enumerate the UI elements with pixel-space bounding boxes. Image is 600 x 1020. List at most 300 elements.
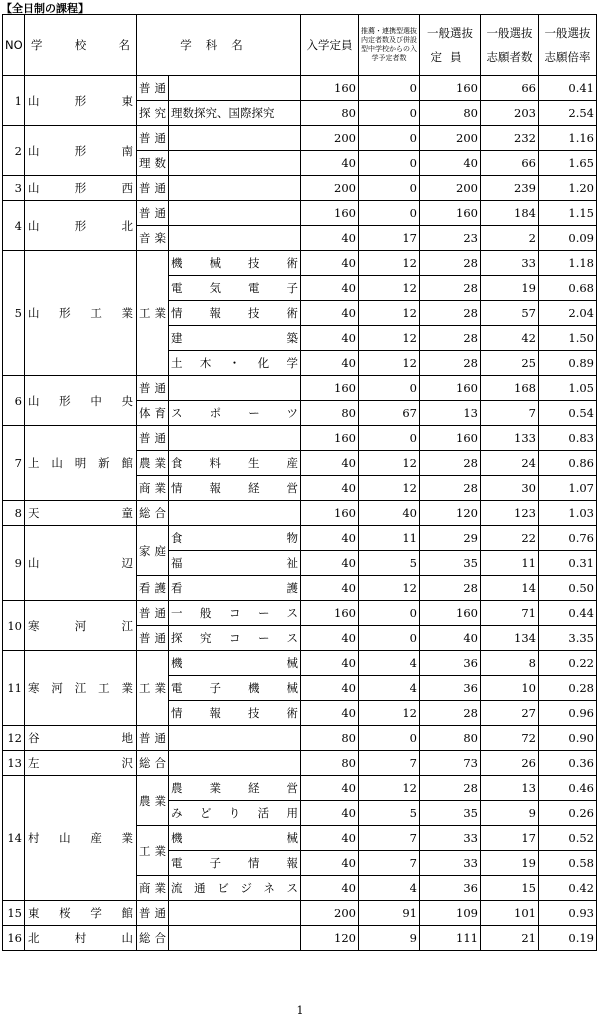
department: 商業 <box>137 476 169 501</box>
department: 家庭 <box>137 526 169 576</box>
applicants-value: 10 <box>481 676 539 701</box>
department: 普通 <box>137 626 169 651</box>
capacity-value: 40 <box>301 701 359 726</box>
recommendation-value: 0 <box>359 426 420 451</box>
course-name: 機械技術 <box>169 251 301 276</box>
school-number: 11 <box>3 651 25 726</box>
general-capacity-value: 28 <box>420 451 481 476</box>
capacity-value: 40 <box>301 301 359 326</box>
table-row <box>3 601 597 626</box>
school-name: 東桜学館 <box>25 901 137 926</box>
school-number: 8 <box>3 501 25 526</box>
ratio-value: 0.68 <box>539 276 597 301</box>
table-row <box>3 201 597 226</box>
recommendation-value: 0 <box>359 626 420 651</box>
school-name: 天童 <box>25 501 137 526</box>
course-name: 流通ビジネス <box>169 876 301 901</box>
applicants-value: 22 <box>481 526 539 551</box>
capacity-value: 160 <box>301 76 359 101</box>
ratio-value: 0.22 <box>539 651 597 676</box>
course-name <box>169 176 301 201</box>
recommendation-value: 4 <box>359 876 420 901</box>
course-name <box>169 426 301 451</box>
applicants-value: 19 <box>481 276 539 301</box>
capacity-value: 120 <box>301 926 359 951</box>
col-header-general-capacity-line2: 定員 <box>430 50 470 64</box>
school-number: 7 <box>3 426 25 501</box>
capacity-value: 80 <box>301 726 359 751</box>
general-capacity-value: 28 <box>420 351 481 376</box>
general-capacity-value: 28 <box>420 301 481 326</box>
department: 普通 <box>137 126 169 151</box>
ratio-value: 0.86 <box>539 451 597 476</box>
ratio-value: 1.07 <box>539 476 597 501</box>
col-header-recommendation: 推薦・連携型選抜内定者数及び併設型中学校からの入学予定者数 <box>359 15 420 76</box>
admissions-table <box>2 14 597 951</box>
ratio-value: 0.36 <box>539 751 597 776</box>
applicants-value: 57 <box>481 301 539 326</box>
general-capacity-value: 36 <box>420 676 481 701</box>
applicants-value: 7 <box>481 401 539 426</box>
recommendation-value: 0 <box>359 176 420 201</box>
school-number: 4 <box>3 201 25 251</box>
ratio-value: 0.19 <box>539 926 597 951</box>
general-capacity-value: 73 <box>420 751 481 776</box>
department: 音楽 <box>137 226 169 251</box>
course-name: 食料生産 <box>169 451 301 476</box>
department: 総合 <box>137 501 169 526</box>
course-name: 電子情報 <box>169 851 301 876</box>
recommendation-value: 40 <box>359 501 420 526</box>
department: 商業 <box>137 876 169 901</box>
capacity-value: 40 <box>301 576 359 601</box>
recommendation-value: 0 <box>359 201 420 226</box>
capacity-value: 40 <box>301 476 359 501</box>
ratio-value: 0.76 <box>539 526 597 551</box>
ratio-value: 1.20 <box>539 176 597 201</box>
department: 普通 <box>137 176 169 201</box>
school-number: 15 <box>3 901 25 926</box>
capacity-value: 200 <box>301 176 359 201</box>
table-row <box>3 726 597 751</box>
course-name: 看護 <box>169 576 301 601</box>
course-name: 情報技術 <box>169 301 301 326</box>
department: 普通 <box>137 376 169 401</box>
recommendation-value: 12 <box>359 351 420 376</box>
ratio-value: 0.93 <box>539 901 597 926</box>
school-number: 9 <box>3 526 25 601</box>
recommendation-value: 12 <box>359 576 420 601</box>
general-capacity-value: 80 <box>420 726 481 751</box>
school-number: 10 <box>3 601 25 651</box>
school-name: 左沢 <box>25 751 137 776</box>
col-header-school: 学 校 名 <box>25 15 137 76</box>
col-header-capacity: 入学定員 <box>301 15 359 76</box>
department: 体育 <box>137 401 169 426</box>
department: 工業 <box>137 651 169 726</box>
recommendation-value: 12 <box>359 476 420 501</box>
table-row <box>3 651 597 676</box>
general-capacity-value: 111 <box>420 926 481 951</box>
department: 工業 <box>137 251 169 376</box>
applicants-value: 26 <box>481 751 539 776</box>
course-name: 機械 <box>169 826 301 851</box>
recommendation-value: 9 <box>359 926 420 951</box>
course-name: 一般コース <box>169 601 301 626</box>
department: 看護 <box>137 576 169 601</box>
recommendation-value: 11 <box>359 526 420 551</box>
school-number: 3 <box>3 176 25 201</box>
course-name: スポーツ <box>169 401 301 426</box>
applicants-value: 8 <box>481 651 539 676</box>
ratio-value: 0.09 <box>539 226 597 251</box>
capacity-value: 160 <box>301 426 359 451</box>
ratio-value: 3.35 <box>539 626 597 651</box>
applicants-value: 71 <box>481 601 539 626</box>
course-name <box>169 226 301 251</box>
ratio-value: 0.46 <box>539 776 597 801</box>
general-capacity-value: 29 <box>420 526 481 551</box>
course-name <box>169 376 301 401</box>
capacity-value: 160 <box>301 601 359 626</box>
ratio-value: 0.52 <box>539 826 597 851</box>
school-number: 5 <box>3 251 25 376</box>
capacity-value: 160 <box>301 501 359 526</box>
school-number: 16 <box>3 926 25 951</box>
school-name: 上山明新館 <box>25 426 137 501</box>
recommendation-value: 5 <box>359 551 420 576</box>
general-capacity-value: 33 <box>420 851 481 876</box>
table-row <box>3 76 597 101</box>
applicants-value: 133 <box>481 426 539 451</box>
capacity-value: 40 <box>301 826 359 851</box>
recommendation-value: 12 <box>359 451 420 476</box>
recommendation-value: 0 <box>359 151 420 176</box>
applicants-value: 42 <box>481 326 539 351</box>
col-header-department: 学科名 <box>137 15 301 76</box>
school-name: 山形工業 <box>25 251 137 376</box>
school-number: 12 <box>3 726 25 751</box>
ratio-value: 0.44 <box>539 601 597 626</box>
applicants-value: 33 <box>481 251 539 276</box>
page-number: 1 <box>296 1004 304 1017</box>
capacity-value: 40 <box>301 351 359 376</box>
applicants-value: 168 <box>481 376 539 401</box>
capacity-value: 80 <box>301 101 359 126</box>
applicants-value: 21 <box>481 926 539 951</box>
course-name: 福祉 <box>169 551 301 576</box>
general-capacity-value: 35 <box>420 801 481 826</box>
course-name <box>169 501 301 526</box>
ratio-value: 0.90 <box>539 726 597 751</box>
school-name: 山形北 <box>25 201 137 251</box>
course-name: 土木・化学 <box>169 351 301 376</box>
school-name: 村山産業 <box>25 776 137 901</box>
department: 普通 <box>137 901 169 926</box>
course-name <box>169 201 301 226</box>
recommendation-value: 5 <box>359 801 420 826</box>
col-header-ratio-line1: 一般選抜 <box>544 26 591 40</box>
ratio-value: 0.58 <box>539 851 597 876</box>
ratio-value: 2.54 <box>539 101 597 126</box>
capacity-value: 40 <box>301 551 359 576</box>
col-header-ratio <box>539 15 597 76</box>
recommendation-value: 12 <box>359 326 420 351</box>
general-capacity-value: 13 <box>420 401 481 426</box>
capacity-value: 200 <box>301 901 359 926</box>
col-header-general-capacity-line1: 一般選抜 <box>427 26 473 40</box>
ratio-value: 0.31 <box>539 551 597 576</box>
school-number: 2 <box>3 126 25 176</box>
general-capacity-value: 28 <box>420 251 481 276</box>
capacity-value: 160 <box>301 376 359 401</box>
general-capacity-value: 160 <box>420 376 481 401</box>
department: 理数 <box>137 151 169 176</box>
general-capacity-value: 28 <box>420 476 481 501</box>
course-name <box>169 151 301 176</box>
capacity-value: 40 <box>301 526 359 551</box>
recommendation-value: 0 <box>359 126 420 151</box>
applicants-value: 25 <box>481 351 539 376</box>
department: 総合 <box>137 926 169 951</box>
applicants-value: 66 <box>481 76 539 101</box>
recommendation-value: 0 <box>359 76 420 101</box>
general-capacity-value: 40 <box>420 151 481 176</box>
course-name: 探究コース <box>169 626 301 651</box>
department: 農業 <box>137 451 169 476</box>
general-capacity-value: 40 <box>420 626 481 651</box>
ratio-value: 1.03 <box>539 501 597 526</box>
capacity-value: 40 <box>301 876 359 901</box>
ratio-value: 1.16 <box>539 126 597 151</box>
general-capacity-value: 28 <box>420 776 481 801</box>
general-capacity-value: 160 <box>420 76 481 101</box>
capacity-value: 40 <box>301 326 359 351</box>
ratio-value: 1.65 <box>539 151 597 176</box>
school-number: 1 <box>3 76 25 126</box>
applicants-value: 134 <box>481 626 539 651</box>
recommendation-value: 7 <box>359 826 420 851</box>
general-capacity-value: 36 <box>420 876 481 901</box>
recommendation-value: 4 <box>359 651 420 676</box>
table-row <box>3 126 597 151</box>
applicants-value: 30 <box>481 476 539 501</box>
general-capacity-value: 160 <box>420 601 481 626</box>
capacity-value: 40 <box>301 226 359 251</box>
applicants-value: 9 <box>481 801 539 826</box>
applicants-value: 24 <box>481 451 539 476</box>
col-header-no: NO <box>3 15 25 76</box>
department: 普通 <box>137 726 169 751</box>
applicants-value: 2 <box>481 226 539 251</box>
general-capacity-value: 28 <box>420 276 481 301</box>
col-header-ratio-line2: 志願倍率 <box>544 50 591 64</box>
ratio-value: 0.96 <box>539 701 597 726</box>
ratio-value: 0.28 <box>539 676 597 701</box>
recommendation-value: 17 <box>359 226 420 251</box>
school-name: 山形東 <box>25 76 137 126</box>
course-name <box>169 76 301 101</box>
course-name: みどり活用 <box>169 801 301 826</box>
ratio-value: 0.26 <box>539 801 597 826</box>
school-number: 14 <box>3 776 25 901</box>
recommendation-value: 67 <box>359 401 420 426</box>
course-name: 電子機械 <box>169 676 301 701</box>
general-capacity-value: 120 <box>420 501 481 526</box>
department: 普通 <box>137 201 169 226</box>
recommendation-value: 0 <box>359 101 420 126</box>
table-row <box>3 526 597 551</box>
applicants-value: 101 <box>481 901 539 926</box>
course-name: 食物 <box>169 526 301 551</box>
applicants-value: 13 <box>481 776 539 801</box>
recommendation-value: 0 <box>359 601 420 626</box>
applicants-value: 14 <box>481 576 539 601</box>
ratio-value: 0.41 <box>539 76 597 101</box>
recommendation-value: 0 <box>359 376 420 401</box>
ratio-value: 1.05 <box>539 376 597 401</box>
recommendation-value: 12 <box>359 276 420 301</box>
capacity-value: 160 <box>301 201 359 226</box>
ratio-value: 0.50 <box>539 576 597 601</box>
capacity-value: 40 <box>301 651 359 676</box>
general-capacity-value: 109 <box>420 901 481 926</box>
school-name: 寒河江 <box>25 601 137 651</box>
general-capacity-value: 160 <box>420 426 481 451</box>
table-row <box>3 751 597 776</box>
course-name <box>169 751 301 776</box>
capacity-value: 200 <box>301 126 359 151</box>
capacity-value: 40 <box>301 626 359 651</box>
capacity-value: 40 <box>301 801 359 826</box>
applicants-value: 123 <box>481 501 539 526</box>
course-name: 機械 <box>169 651 301 676</box>
general-capacity-value: 28 <box>420 326 481 351</box>
capacity-value: 80 <box>301 751 359 776</box>
applicants-value: 203 <box>481 101 539 126</box>
recommendation-value: 12 <box>359 251 420 276</box>
general-capacity-value: 33 <box>420 826 481 851</box>
department: 普通 <box>137 426 169 451</box>
col-header-general-capacity <box>420 15 481 76</box>
general-capacity-value: 200 <box>420 176 481 201</box>
applicants-value: 27 <box>481 701 539 726</box>
course-name: 農業経営 <box>169 776 301 801</box>
applicants-value: 72 <box>481 726 539 751</box>
applicants-value: 15 <box>481 876 539 901</box>
table-row <box>3 251 597 276</box>
general-capacity-value: 35 <box>420 551 481 576</box>
school-number: 6 <box>3 376 25 426</box>
table-caption: 【全日制の課程】 <box>1 2 89 15</box>
school-name: 谷地 <box>25 726 137 751</box>
department: 探究 <box>137 101 169 126</box>
table-row <box>3 776 597 801</box>
ratio-value: 1.50 <box>539 326 597 351</box>
department: 農業 <box>137 776 169 826</box>
col-header-applicants <box>481 15 539 76</box>
department: 工業 <box>137 826 169 876</box>
capacity-value: 40 <box>301 276 359 301</box>
table-row <box>3 501 597 526</box>
table-row <box>3 426 597 451</box>
ratio-value: 2.04 <box>539 301 597 326</box>
recommendation-value: 4 <box>359 676 420 701</box>
school-name: 寒河江工業 <box>25 651 137 726</box>
table-row <box>3 176 597 201</box>
department: 普通 <box>137 601 169 626</box>
capacity-value: 40 <box>301 776 359 801</box>
capacity-value: 40 <box>301 151 359 176</box>
applicants-value: 17 <box>481 826 539 851</box>
ratio-value: 0.89 <box>539 351 597 376</box>
applicants-value: 184 <box>481 201 539 226</box>
applicants-value: 66 <box>481 151 539 176</box>
ratio-value: 0.54 <box>539 401 597 426</box>
school-name: 山形西 <box>25 176 137 201</box>
recommendation-value: 7 <box>359 751 420 776</box>
table-row <box>3 926 597 951</box>
school-name: 山形中央 <box>25 376 137 426</box>
general-capacity-value: 28 <box>420 701 481 726</box>
school-name: 北村山 <box>25 926 137 951</box>
general-capacity-value: 28 <box>420 576 481 601</box>
general-capacity-value: 23 <box>420 226 481 251</box>
recommendation-value: 12 <box>359 701 420 726</box>
course-name: 情報技術 <box>169 701 301 726</box>
recommendation-value: 0 <box>359 726 420 751</box>
course-name <box>169 901 301 926</box>
ratio-value: 0.83 <box>539 426 597 451</box>
course-name: 理数探究、国際探究 <box>169 101 301 126</box>
applicants-value: 11 <box>481 551 539 576</box>
capacity-value: 40 <box>301 451 359 476</box>
applicants-value: 239 <box>481 176 539 201</box>
course-name: 情報経営 <box>169 476 301 501</box>
recommendation-value: 7 <box>359 851 420 876</box>
capacity-value: 80 <box>301 401 359 426</box>
ratio-value: 0.42 <box>539 876 597 901</box>
col-header-applicants-line1: 一般選抜 <box>486 26 533 40</box>
course-name <box>169 126 301 151</box>
table-row <box>3 376 597 401</box>
general-capacity-value: 80 <box>420 101 481 126</box>
capacity-value: 40 <box>301 676 359 701</box>
recommendation-value: 91 <box>359 901 420 926</box>
col-header-applicants-line2: 志願者数 <box>486 50 533 64</box>
school-name: 山辺 <box>25 526 137 601</box>
general-capacity-value: 160 <box>420 201 481 226</box>
applicants-value: 19 <box>481 851 539 876</box>
school-number: 13 <box>3 751 25 776</box>
general-capacity-value: 200 <box>420 126 481 151</box>
course-name <box>169 726 301 751</box>
capacity-value: 40 <box>301 851 359 876</box>
course-name: 電気電子 <box>169 276 301 301</box>
capacity-value: 40 <box>301 251 359 276</box>
course-name: 建築 <box>169 326 301 351</box>
recommendation-value: 12 <box>359 776 420 801</box>
ratio-value: 1.15 <box>539 201 597 226</box>
general-capacity-value: 36 <box>420 651 481 676</box>
ratio-value: 1.18 <box>539 251 597 276</box>
school-name: 山形南 <box>25 126 137 176</box>
recommendation-value: 12 <box>359 301 420 326</box>
department: 総合 <box>137 751 169 776</box>
applicants-value: 232 <box>481 126 539 151</box>
table-row <box>3 901 597 926</box>
department: 普通 <box>137 76 169 101</box>
